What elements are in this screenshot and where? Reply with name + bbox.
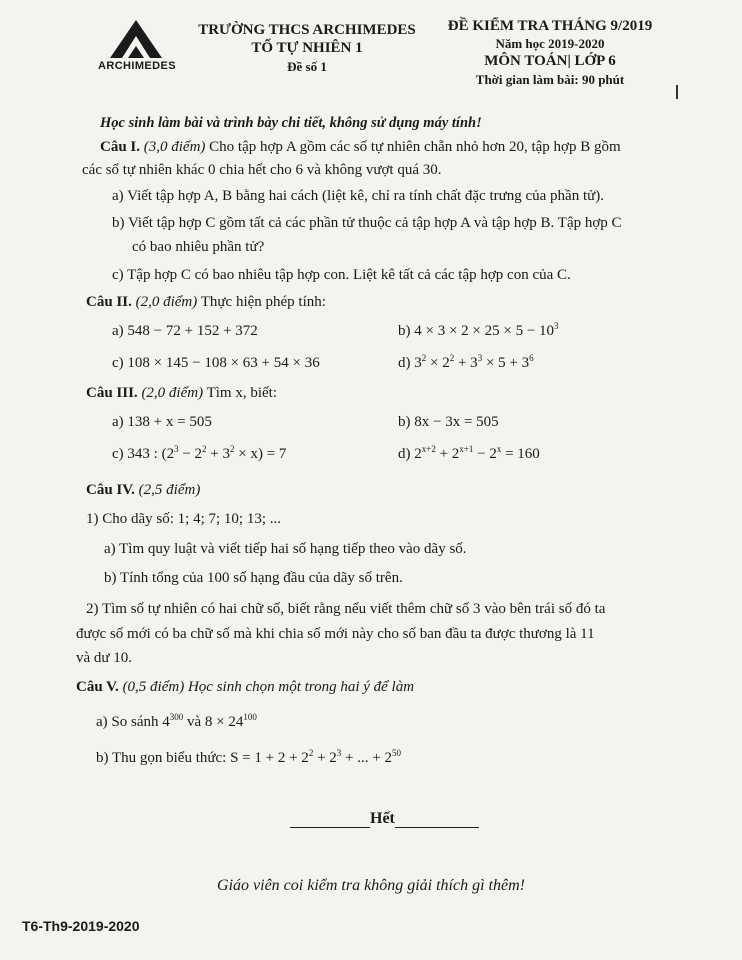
q5-b-part-2: + 2 xyxy=(313,750,337,766)
question-1-b-line-2: có bao nhiêu phần tử? xyxy=(132,239,265,255)
q3-d-part-2: + 2 xyxy=(435,446,460,462)
question-2-b-exponent: 3 xyxy=(554,321,559,331)
question-5-a xyxy=(96,714,257,731)
question-2-text: Thực hiện phép tính: xyxy=(200,294,326,310)
question-3-b: b) 8x − 3x = 505 xyxy=(398,414,499,430)
q3-c-part-3: + 3 xyxy=(206,446,231,462)
question-4-part-2-line-2: được số mới có ba chữ số mà khi chia số mới này cho số ban đầu ta được thương là 11 xyxy=(76,626,595,642)
q5-b-part-3: + ... + 2 xyxy=(341,750,392,766)
question-2-b-base: b) 4 × 3 × 2 × 25 × 5 − 10 xyxy=(398,323,555,339)
duration: Thời gian làm bài: 90 phút xyxy=(475,72,625,87)
subject: MÔN TOÁN| LỚP 6 xyxy=(484,53,616,69)
question-2-d xyxy=(398,355,534,372)
teacher-note: Giáo viên coi kiểm tra không giải thích gì thêm! xyxy=(217,877,525,894)
q5-a-exp-1: 300 xyxy=(169,712,184,722)
q3-c-part-2: − 2 xyxy=(178,446,203,462)
q3-d-exp-1: x+2 xyxy=(421,444,436,454)
q3-c-part-4: × x) = 7 xyxy=(234,446,287,462)
question-2-b xyxy=(398,323,559,340)
question-1-line-1 xyxy=(100,139,621,156)
document-code: T6-Th9-2019-2020 xyxy=(22,918,140,934)
question-3-points: (2,0 điểm) xyxy=(141,385,204,401)
question-2-a: a) 548 − 72 + 152 + 372 xyxy=(112,323,258,339)
end-marker xyxy=(290,810,479,828)
question-1-c: c) Tập hợp C có bao nhiêu tập hợp con. Liệt kê tất cả các tập hợp con của C. xyxy=(112,267,571,283)
q2-d-part-1: d) 3 xyxy=(398,355,422,371)
school-logo xyxy=(82,18,192,78)
q3-d-part-3: − 2 xyxy=(473,446,497,462)
q2-d-exp-4: 6 xyxy=(529,353,534,363)
q2-d-part-3: + 3 xyxy=(454,355,478,371)
logo-text: ARCHIMEDES xyxy=(98,60,176,72)
question-4-label: Câu IV. xyxy=(86,482,135,498)
question-4-b: b) Tính tổng của 100 số hạng đầu của dãy số trên. xyxy=(104,570,403,586)
archimedes-logo-icon xyxy=(106,18,166,60)
department: TỔ TỰ NHIÊN 1 xyxy=(251,40,363,56)
question-2-header xyxy=(86,294,326,311)
question-5-header xyxy=(76,679,414,696)
q3-c-exp-2: 2 xyxy=(202,444,207,454)
question-5-b xyxy=(96,750,401,767)
question-4-a: a) Tìm quy luật và viết tiếp hai số hạng tiếp theo vào dãy số. xyxy=(104,541,467,557)
question-3-d xyxy=(398,446,540,463)
exam-info-block xyxy=(430,18,670,88)
question-5-label: Câu V. xyxy=(76,679,119,695)
question-2-c: c) 108 × 145 − 108 × 63 + 54 × 36 xyxy=(112,355,320,371)
question-1-label: Câu I. xyxy=(100,139,141,155)
question-3-label: Câu III. xyxy=(86,385,138,401)
q5-b-exp-1: 2 xyxy=(308,748,314,758)
question-4-points: (2,5 điểm) xyxy=(138,482,201,498)
question-2-points: (2,0 điểm) xyxy=(135,294,198,310)
question-3-c xyxy=(112,446,286,463)
school-name: TRƯỜNG THCS ARCHIMEDES xyxy=(198,22,416,38)
question-4-part-2-line-1: 2) Tìm số tự nhiên có hai chữ số, biết rằng nếu viết thêm chữ số 3 vào bên trái số đó ta xyxy=(86,601,606,617)
question-1-a: a) Viết tập hợp A, B bằng hai cách (liệt kê, chỉ ra tính chất đặc trưng của phần tử). xyxy=(112,188,605,204)
q3-c-exp-3: 2 xyxy=(230,444,235,454)
q3-d-part-1: d) 2 xyxy=(398,446,422,462)
question-3-text: Tìm x, biết: xyxy=(206,385,277,401)
question-4-part-2-line-3: và dư 10. xyxy=(76,650,133,666)
exam-title: ĐỀ KIỂM TRA THÁNG 9/2019 xyxy=(447,18,653,34)
question-3-header xyxy=(86,385,277,402)
question-1-text-1: Cho tập hợp A gồm các số tự nhiên chẵn nhỏ hơn 20, tập hợp B gồm xyxy=(209,139,621,155)
question-2-label: Câu II. xyxy=(86,294,132,310)
q2-d-exp-3: 3 xyxy=(477,353,483,363)
q3-d-exp-2: x+1 xyxy=(459,444,474,454)
end-text: Hết xyxy=(370,810,395,827)
q5-a-part-2: và 8 × 24 xyxy=(183,714,244,730)
q5-a-exp-2: 100 xyxy=(243,712,257,722)
question-5-points: (0,5 điểm) xyxy=(122,679,185,695)
end-line-left xyxy=(290,813,370,828)
q2-d-exp-2: 2 xyxy=(449,353,455,363)
q2-d-exp-1: 2 xyxy=(421,353,427,363)
q3-d-exp-3: x xyxy=(496,444,502,454)
q5-b-exp-2: 3 xyxy=(336,748,342,758)
q3-c-exp-1: 3 xyxy=(174,444,179,454)
q3-d-part-4: = 160 xyxy=(501,446,540,462)
school-year: Năm học 2019-2020 xyxy=(495,36,605,51)
q5-b-exp-3: 50 xyxy=(391,748,401,758)
margin-mark xyxy=(676,85,678,99)
question-4-header xyxy=(86,482,200,499)
school-block xyxy=(192,22,422,75)
exam-number: Đề số 1 xyxy=(287,59,327,74)
question-1-points: (3,0 điểm) xyxy=(143,139,206,155)
q2-d-part-2: × 2 xyxy=(426,355,450,371)
instruction: Học sinh làm bài và trình bày chi tiết, không sử dụng máy tính! xyxy=(100,115,482,131)
q2-d-part-4: × 5 + 3 xyxy=(482,355,530,371)
q5-a-part-1: a) So sánh 4 xyxy=(96,714,170,730)
question-1-text-2: các số tự nhiên khác 0 chia hết cho 6 và không vượt quá 30. xyxy=(82,162,442,178)
q3-c-part-1: c) 343 : (2 xyxy=(112,446,175,462)
question-1-b-line-1: b) Viết tập hợp C gồm tất cả các phần tử thuộc cả tập hợp A và tập hợp B. Tập hợp C xyxy=(112,215,622,231)
question-3-a: a) 138 + x = 505 xyxy=(112,414,212,430)
question-4-part-1: 1) Cho dãy số: 1; 4; 7; 10; 13; ... xyxy=(86,511,281,527)
question-5-text: Học sinh chọn một trong hai ý để làm xyxy=(187,679,415,695)
end-line-right xyxy=(395,813,479,828)
q5-b-part-1: b) Thu gọn biểu thức: S = 1 + 2 + 2 xyxy=(96,750,309,766)
